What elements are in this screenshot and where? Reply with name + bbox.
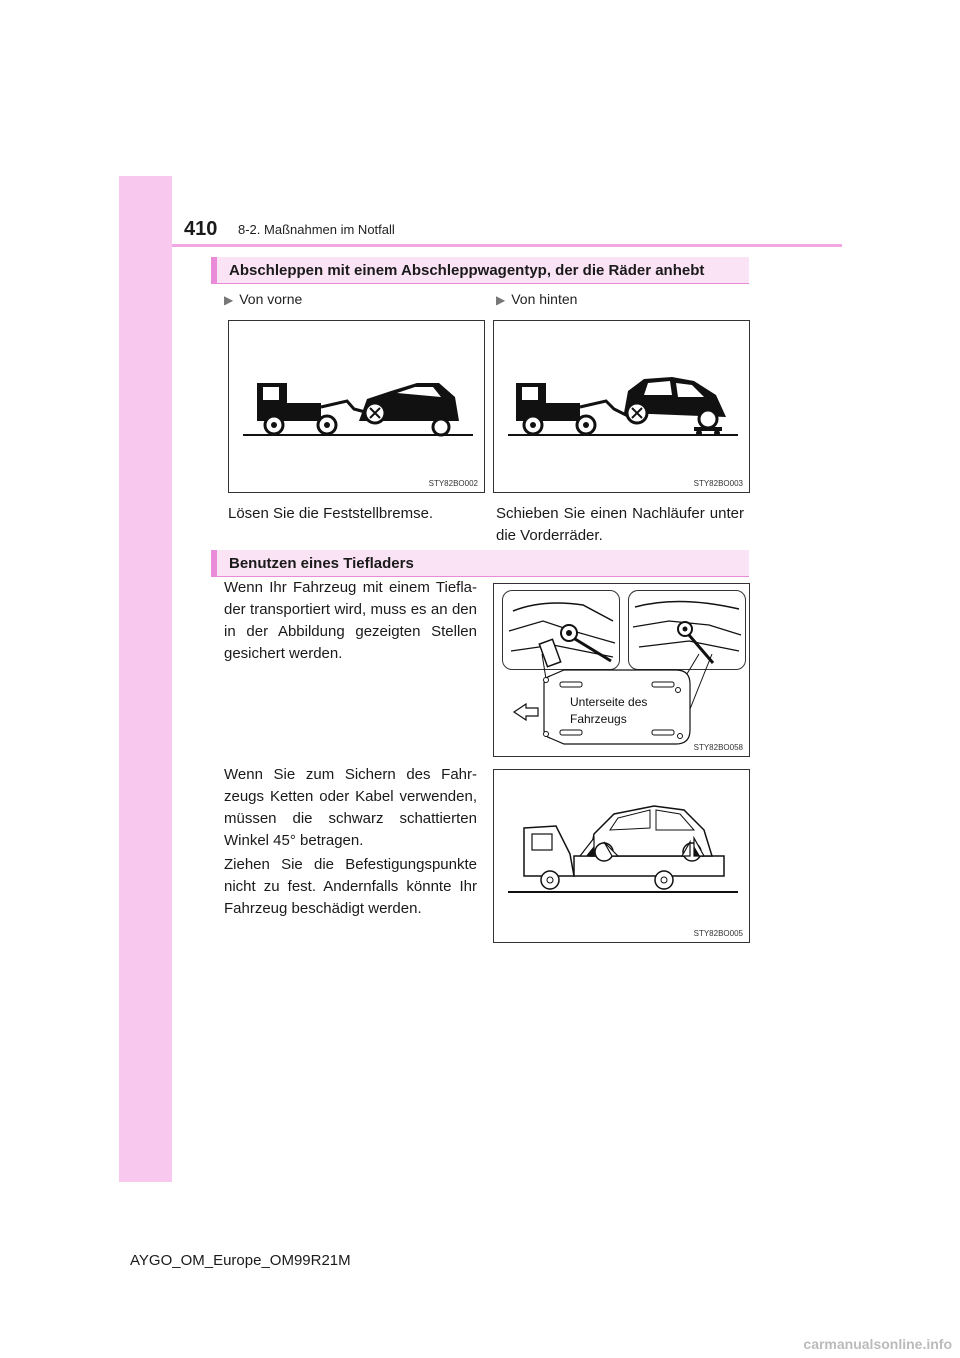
caption-release-parking-brake: Lösen Sie die Feststellbremse. xyxy=(228,505,434,522)
chapter-title: 8-2. Maßnahmen im Notfall xyxy=(238,222,395,237)
figure-code: STY82BO058 xyxy=(693,743,743,752)
caption-place-dolly: Schieben Sie einen Nachläufer unter die Vorderräder. xyxy=(496,505,744,544)
site-watermark: carmanualsonline.info xyxy=(803,1336,952,1352)
page-number: 410 xyxy=(184,218,218,240)
bullet-label: Von hinten xyxy=(511,291,578,307)
paragraph-tie-down-warning: Ziehen Sie die Befestigungspunkte nicht zu fest. Andernfalls könnte Ihr Fahrzeug beschädigt werden. xyxy=(224,856,477,917)
front-direction-arrow-icon xyxy=(514,704,538,720)
bullet-from-front xyxy=(224,291,302,307)
tow-truck-rear-illustration xyxy=(494,321,749,492)
document-id: AYGO_OM_Europe_OM99R21M xyxy=(130,1252,351,1269)
chapter-sidebar-tab xyxy=(119,176,172,1182)
figure-code: STY82BO003 xyxy=(693,479,743,488)
figure-tow-from-rear xyxy=(493,320,750,493)
figure-code: STY82BO005 xyxy=(693,929,743,938)
tow-truck-front-illustration xyxy=(229,321,484,492)
flatbed-truck-illustration xyxy=(494,770,749,942)
paragraph-flatbed-securing: Wenn Ihr Fahrzeug mit einem Tiefla-der transportiert wird, muss es an den in der Abbildung gezeigten Stellen gesichert werden. xyxy=(224,579,477,662)
section-heading-flatbed xyxy=(211,550,749,577)
figure-tow-from-front xyxy=(228,320,485,493)
figure-code: STY82BO002 xyxy=(428,479,478,488)
triangle-bullet-icon: ▶ xyxy=(496,293,506,307)
paragraph-chain-angle: Wenn Sie zum Sichern des Fahr-zeugs Ketten oder Kabel verwenden, müssen die schwarz schattierten Winkel 45° betragen. xyxy=(224,766,477,849)
section-title: Abschleppen mit einem Abschleppwagentyp, der die Räder anhebt xyxy=(229,262,705,279)
underside-label: Unterseite des Fahrzeugs xyxy=(570,695,648,726)
section-title: Benutzen eines Tiefladers xyxy=(229,555,414,572)
figure-flatbed-truck xyxy=(493,769,750,943)
section-heading-tow-truck xyxy=(211,257,749,284)
bullet-from-rear xyxy=(496,291,577,307)
header-divider xyxy=(172,244,842,247)
triangle-bullet-icon: ▶ xyxy=(224,293,234,307)
underside-diagram xyxy=(494,584,749,756)
figure-tie-down-points xyxy=(493,583,750,757)
bullet-label: Von vorne xyxy=(239,291,303,307)
